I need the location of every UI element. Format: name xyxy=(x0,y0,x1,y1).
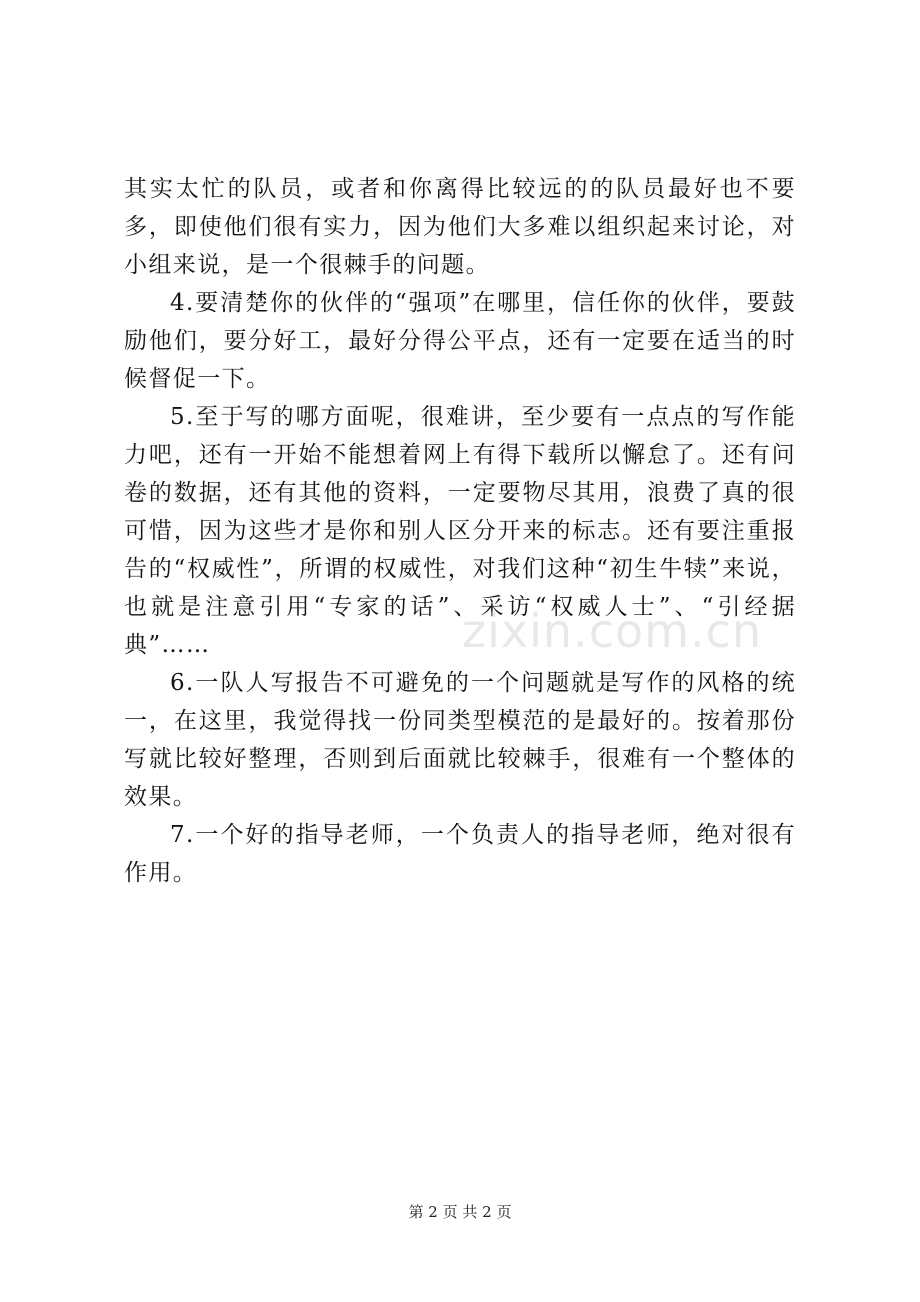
paragraph-item-6: 6.一队人写报告不可避免的一个问题就是写作的风格的统一，在这里，我觉得找一份同类型模范的是最好的。按着那份写就比较好整理，否则到后面就比较棘手，很难有一个整体的效果。 xyxy=(124,670,796,810)
paragraph-item-7: 7.一个好的指导老师，一个负责人的指导老师，绝对很有作用。 xyxy=(124,822,796,886)
page-footer: 第 2 页 共 2 页 xyxy=(408,1203,512,1221)
watermark: zixin.com.cn xyxy=(462,604,763,658)
paragraph-continuation: 其实太忙的队员，或者和你离得比较远的的队员最好也不要多，即使他们很有实力，因为他们大多难以组织起来讨论，对小组来说，是一个很棘手的问题。 xyxy=(124,176,796,278)
document-body xyxy=(124,170,796,892)
paragraph-item-4: 4.要清楚你的伙伴的“强项”在哪里，信任你的伙伴，要鼓励他们，要分好工，最好分得公平点，还有一定要在适当的时候督促一下。 xyxy=(124,290,796,392)
paragraph-item-5: 5.至于写的哪方面呢，很难讲，至少要有一点点的写作能力吧，还有一开始不能想着网上有得下载所以懈怠了。还有问卷的数据，还有其他的资料，一定要物尽其用，浪费了真的很可惜，因为这些才是你和别人区分开来的标志。还有要注重报告的“权威性”，所谓的权威性，对我们这种“初生牛犊”来说，也就是注意引用“专家的话”、采访“权威人士”、“引经据典”…… xyxy=(124,404,796,658)
